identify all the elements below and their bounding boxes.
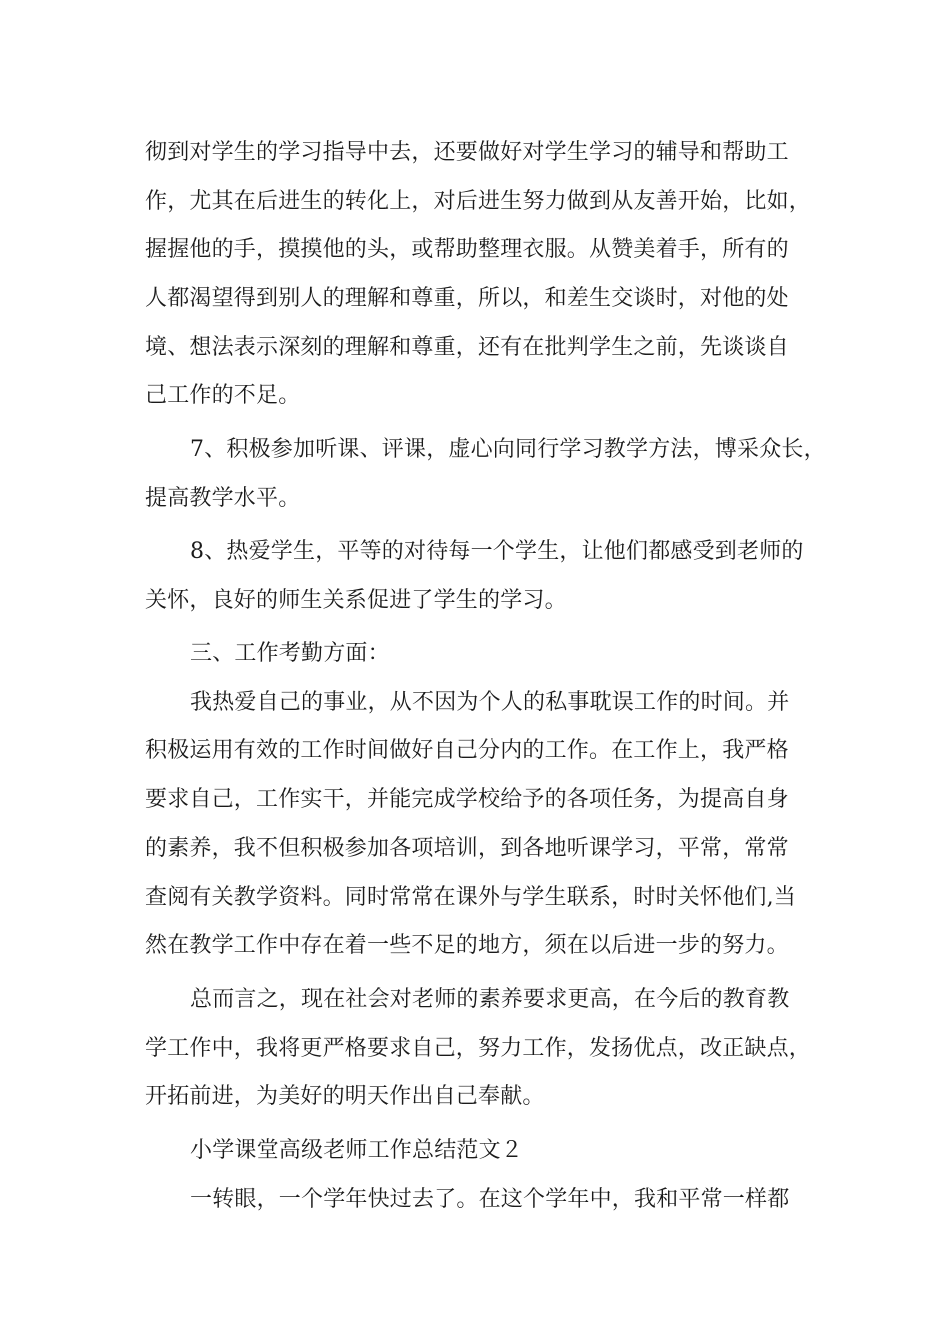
text-line: 握握他的手，摸摸他的头，或帮助整理衣服。从赞美着手，所有的 [145, 237, 789, 262]
text-line: 开拓前进，为美好的明天作出自己奉献。 [145, 1084, 545, 1109]
text-line: 提高教学水平。 [145, 486, 301, 511]
text-line: 作，尤其在后进生的转化上，对后进生努力做到从友善开始，比如， [145, 189, 812, 214]
text-line: 我热爱自己的事业，从不因为个人的私事耽误工作的时间。并 [190, 690, 790, 715]
text-line: 学工作中，我将更严格要求自己，努力工作，发扬优点，改正缺点， [145, 1036, 812, 1061]
text-line: 总而言之，现在社会对老师的素养要求更高，在今后的教育教 [190, 987, 790, 1012]
text-line: 一转眼，一个学年快过去了。在这个学年中，我和平常一样都 [190, 1187, 790, 1212]
section-heading: 三、工作考勤方面： [190, 641, 390, 666]
text-line: 查阅有关教学资料。同时常常在课外与学生联系，时时关怀他们,当 [145, 885, 796, 910]
text-line: 人都渴望得到别人的理解和尊重，所以，和差生交谈时，对他的处 [145, 286, 789, 311]
text-line: 的素养，我不但积极参加各项培训，到各地听课学习，平常，常常 [145, 836, 789, 861]
text-line: 7、积极参加听课、评课，虚心向同行学习教学方法，博采众长， [190, 437, 826, 462]
text-line: 境、想法表示深刻的理解和尊重，还有在批判学生之前，先谈谈自 [145, 335, 789, 360]
text-line: 积极运用有效的工作时间做好自己分内的工作。在工作上，我严格 [145, 738, 789, 763]
text-line: 要求自己，工作实干，并能完成学校给予的各项任务，为提高自身 [145, 787, 789, 812]
text-line: 然在教学工作中存在着一些不足的地方，须在以后进一步的努力。 [145, 933, 789, 958]
text-line: 关怀，良好的师生关系促进了学生的学习。 [145, 588, 567, 613]
article-title: 小学课堂高级老师工作总结范文２ [190, 1138, 524, 1163]
text-line: 8、热爱学生，平等的对待每一个学生，让他们都感受到老师的 [190, 539, 804, 564]
text-line: 彻到对学生的学习指导中去，还要做好对学生学习的辅导和帮助工 [145, 140, 789, 165]
text-line: 己工作的不足。 [145, 383, 301, 408]
